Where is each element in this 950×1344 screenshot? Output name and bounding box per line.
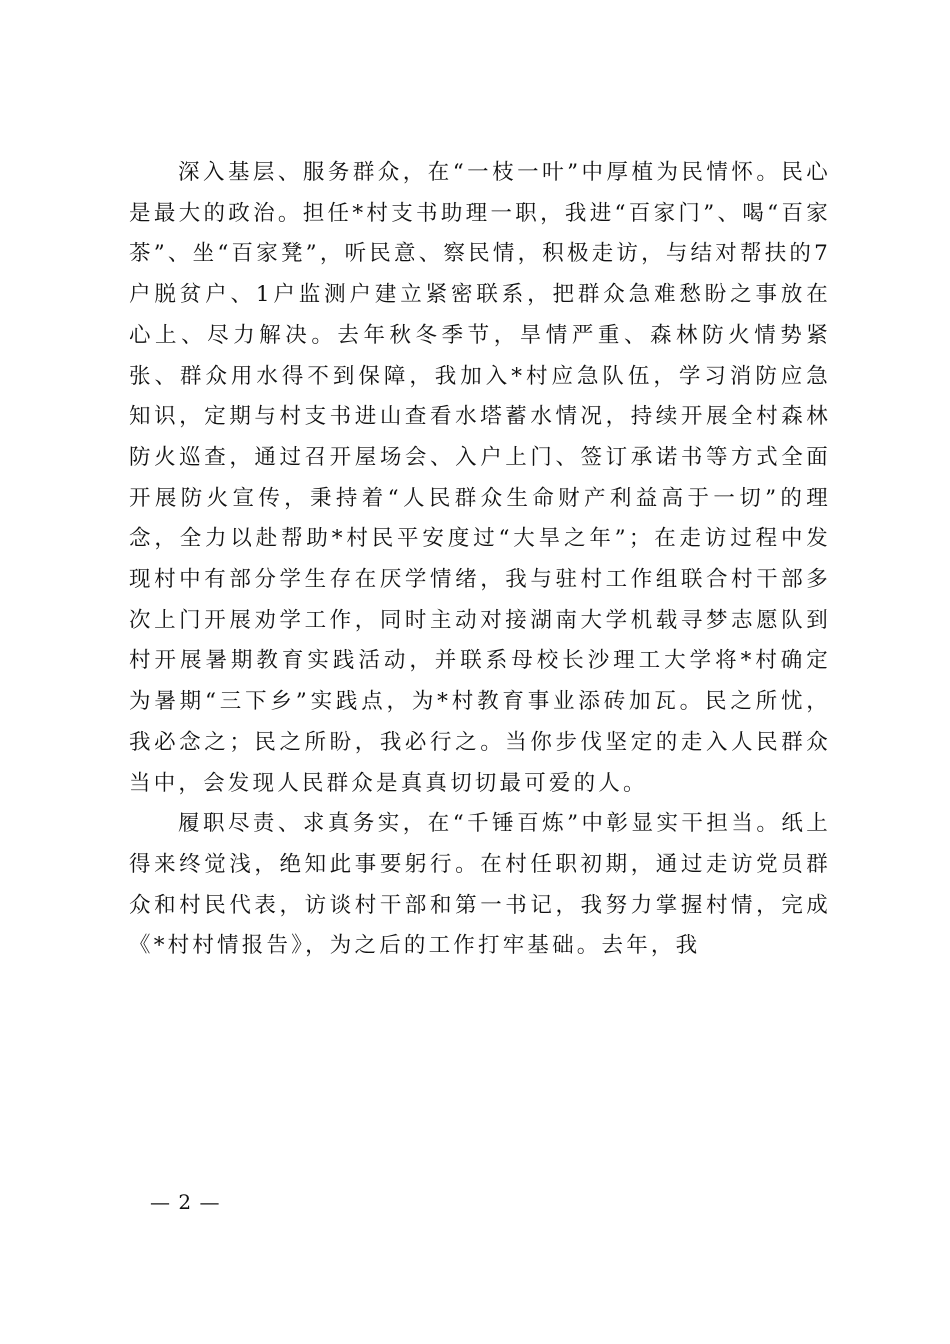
page-number: — 2 — — [150, 1190, 221, 1214]
paragraph-1: 深入基层、服务群众，在“一枝一叶”中厚植为民情怀。民心是最大的政治。担任*村支书助理一职，我进“百家门”、喝“百家茶”、坐“百家凳”，听民意、察民情，积极走访，与结对帮扶的7户脱贫户、1户监测户建立紧密联系，把群众急难愁盼之事放在心上、尽力解决。去年秋冬季节，旱情严重、森林防火情势紧张、群众用水得不到保障，我加入*村应急队伍，学习消防应急知识，定期与村支书进山查看水塔蓄水情况，持续开展全村森林防火巡查，通过召开屋场会、入户上门、签订承诺书等方式全面开展防火宣传，秉持着“人民群众生命财产利益高于一切”的理念，全力以赴帮助*村民平安度过“大旱之年”；在走访过程中发现村中有部分学生存在厌学情绪，我与驻村工作组联合村干部多次上门开展劝学工作，同时主动对接湖南大学机载寻梦志愿队到村开展暑期教育实践活动，并联系母校长沙理工大学将*村确定为暑期“三下乡”实践点，为*村教育事业添砖加瓦。民之所忧，我必念之；民之所盼，我必行之。当你步伐坚定的走入人民群众当中，会发现人民群众是真真切切最可爱的人。 — [129, 160, 831, 796]
paragraph-2: 履职尽责、求真务实，在“千锤百炼”中彰显实干担当。纸上得来终觉浅，绝知此事要躬行。在村任职初期，通过走访党员群众和村民代表，访谈村干部和第一书记，我努力掌握村情，完成《*村村情报告》，为之后的工作打牢基础。去年，我 — [129, 811, 831, 959]
body-text — [129, 153, 831, 967]
